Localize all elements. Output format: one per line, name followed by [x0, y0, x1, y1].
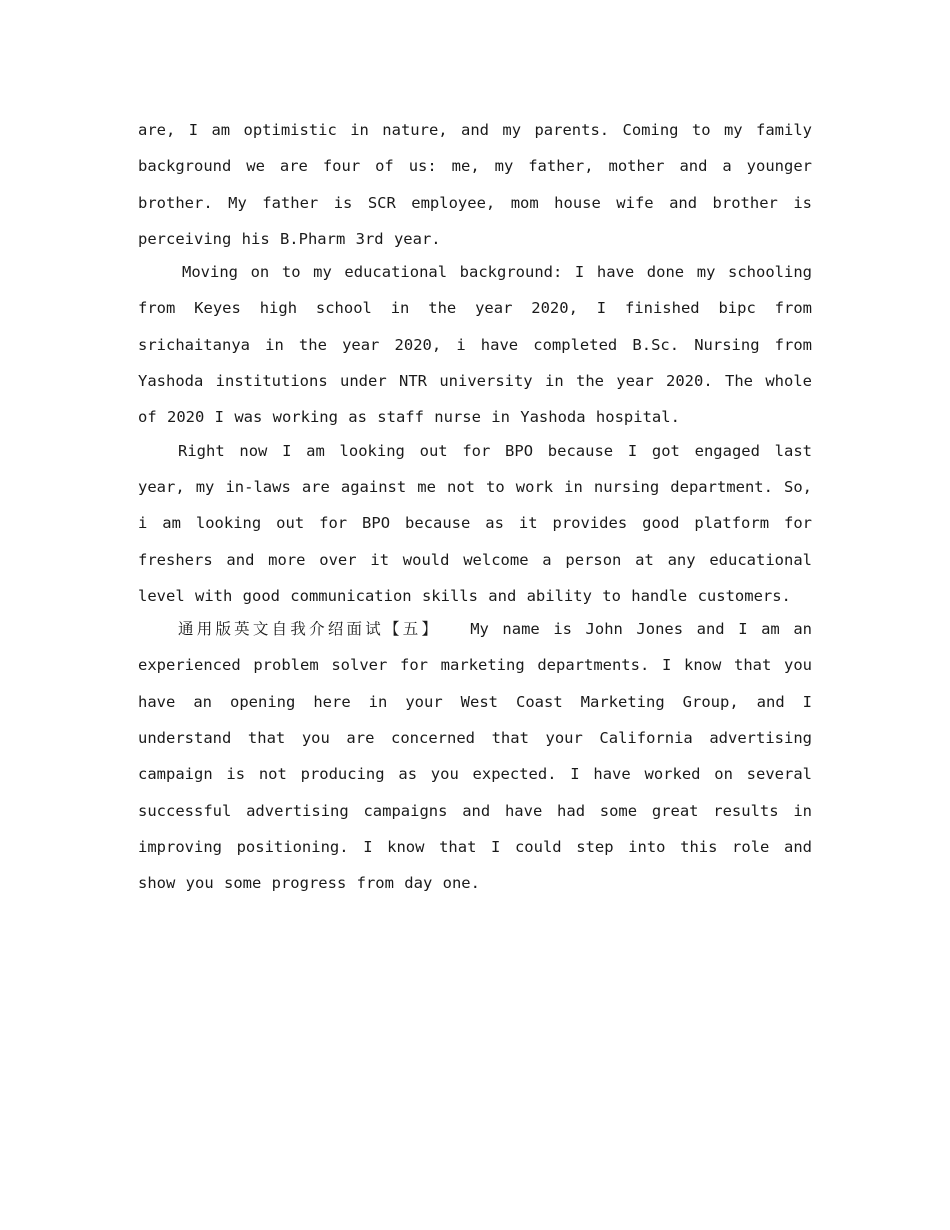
paragraph-text: My name is John Jones and I am an experienced problem solver for marketing departments. I know that you have an opening here in your West Coast Marketing Group, and I understand that you are concerned that your California advertising campaign is not producing as you expected. I have worked on several successful advertising campaigns and have had some great results in improving positioning. I know that I could step into this role and show you some progress from day one. — [138, 620, 812, 893]
paragraph-text: Moving on to my educational background: I have done my schooling from Keyes high school in the year 2020, I finished bipc from srichaitanya in the year 2020, i have completed B.Sc. Nursing from Yashoda institutions under NTR university in the year 2020. The whole of 2020 I was working as staff nurse in Yashoda hospital. — [138, 263, 812, 427]
paragraph-section-five — [138, 611, 812, 901]
paragraph-career-goal — [138, 433, 812, 614]
section-heading: 通用版英文自我介绍面试【五】 — [178, 620, 441, 639]
paragraph-text: Right now I am looking out for BPO because I got engaged last year, my in-laws are against me not to work in nursing department. So, i am looking out for BPO because as it provides good platform for freshers and more over it would welcome a person at any educational level with good communication skills and ability to handle customers. — [138, 441, 812, 605]
paragraph-family-background — [138, 112, 812, 257]
paragraph-education — [138, 254, 812, 435]
document-page — [138, 112, 812, 902]
paragraph-text: are, I am optimistic in nature, and my parents. Coming to my family background we are four of us: me, my father, mother and a younger brother. My father is SCR employee, mom house wife and brother is perceiving his B.Pharm 3rd year. — [138, 121, 812, 248]
